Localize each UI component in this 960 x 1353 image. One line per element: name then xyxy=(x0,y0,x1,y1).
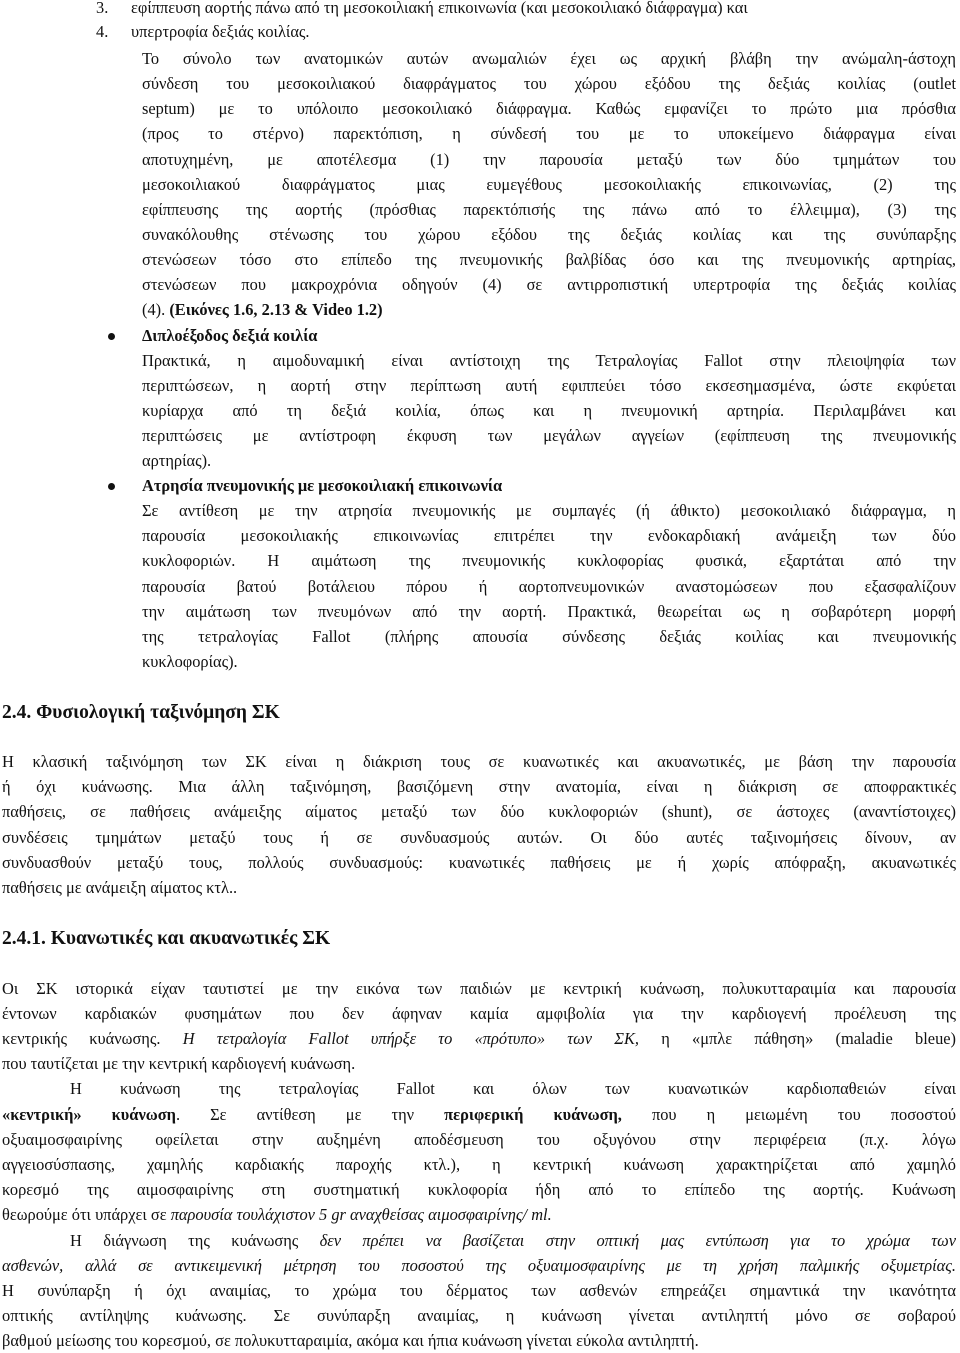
text-run: . Σε αντίθεση με την xyxy=(175,1105,445,1124)
text-line: κυκλοφοριών. Η αιμάτωση της πνευμονικής κυκλοφορίας φυσικά, εξαρτάται από την xyxy=(142,551,956,570)
text-line: περιπτώσεις με αντίστροφη έκφυση των μεγάλων αγγείων (εφίππευση της πνευμονικής xyxy=(142,426,956,445)
text-line xyxy=(70,1229,956,1253)
text-line: παθήσεις με ανάμειξη αίματος κτλ.. xyxy=(2,878,238,897)
text-line: Η κλασική ταξινόμηση των ΣΚ είναι η διάκριση τους σε κυανωτικές και ακυανωτικές, με βάση την παρουσία xyxy=(2,752,956,771)
text-line xyxy=(2,1103,956,1127)
text-line: στενώσεων τόσο στο επίπεδο της πνευμονικής βαλβίδας όσο και της πνευμονικής αρτηρίας, xyxy=(142,250,956,269)
text-line: εφίππευσης της αορτής (πρόσθιας παρεκτόπισής της πάνω από το έλλειμμα), (3) της xyxy=(142,200,956,219)
text-line: κορεσμό της αιμοσφαιρίνης στη συστηματική κυκλοφορία ήδη από το επίπεδο της αορτής. Κυάνωση xyxy=(2,1180,956,1199)
list-item-number: 3. xyxy=(96,0,109,17)
text-run: Η διάγνωση της κυάνωσης xyxy=(70,1231,320,1250)
list-item-number: 4. xyxy=(96,22,109,41)
text-line: παθήσεις, σε παθήσεις ανάμειξης αίματος μεταξύ των δύο κυκλοφοριών (shunt), σε άστοχες (αναντίστοιχες) xyxy=(2,802,956,821)
text-line: μεσοκοιλιακού διαφράγματος μιας ευμεγέθους μεσοκοιλιακής επικοινωνίας, (2) της xyxy=(142,175,956,194)
text-line: αποτυχημένη, με αποτέλεσμα (1) την παρουσία μεταξύ των δύο τμημάτων του xyxy=(142,150,956,169)
text-line: κυρίαρχα από τη δεξιά κοιλία, όπως και η πνευμονική αρτηρία. Περιλαμβάνει και xyxy=(142,401,956,420)
text-line xyxy=(2,1027,956,1051)
text-line: της τετραλογίας Fallot (πλήρης απουσία σύνδεσης δεξιάς κοιλίας και πνευμονικής xyxy=(142,627,956,646)
text-line: αγγειοσύσπασης, χαμηλής καρδιακής παροχής κτλ.), η κεντρική κυάνωση χαρακτηρίζεται από χαμηλό xyxy=(2,1155,956,1174)
text-line: συνδυασθούν μεταξύ τους, πολλούς συνδυασμούς: κυανωτικές παθήσεις με ή χωρίς απόφραξη, ακυανωτικές xyxy=(2,853,956,872)
bullet-icon xyxy=(108,483,115,490)
text-line: κυκλοφορίας). xyxy=(142,652,238,671)
text-line: την αιμάτωση των πνευμόνων από την αορτή. Πρακτικά, θεωρείται ως η σοβαρότερη μορφή xyxy=(142,602,956,621)
bullet-icon xyxy=(108,333,115,340)
text-run-italic: παρουσία τουλάχιστον 5 gr αναχθείσας αιμοσφαιρίνης/ ml. xyxy=(170,1205,552,1224)
text-line: Σε αντίθεση με την ατρησία πνευμονικής με συμπαγές (ή άθικτο) μεσοκοιλιακό διάφραγμα, η xyxy=(142,501,956,520)
figure-reference: (Εικόνες 1.6, 2.13 & Video 1.2) xyxy=(169,300,383,319)
section-heading: 2.4. Φυσιολογική ταξινόμηση ΣΚ xyxy=(2,702,280,723)
text-run: (4). xyxy=(142,300,170,319)
text-run-italic: Η τετραλογία Fallot υπήρξε το «πρότυπο» των ΣΚ, xyxy=(182,1029,640,1048)
text-run-bold: «κεντρική» κυάνωση xyxy=(2,1105,176,1124)
text-line: περιπτώσεων, η αορτή στην περίπτωση αυτή εφιππεύει τόσο εκσεσημασμένα, ώστε εκφύεται xyxy=(142,376,956,395)
text-line xyxy=(142,298,383,322)
text-run-bold: περιφερική κυάνωση, xyxy=(444,1105,622,1124)
text-line: ή όχι κυάνωσης. Μια άλλη ταξινόμηση, βασιζόμενη στην ανατομία, είναι η διάκριση σε αποφρακτικές xyxy=(2,777,956,796)
text-line: παρουσία βατού βοτάλειου πόρου ή αορτοπνευμονικών αναστομώσεων που εξασφαλίζουν xyxy=(142,577,956,596)
text-line: Πρακτικά, η αιμοδυναμική είναι αντίστοιχη της Τετραλογίας Fallot στην πλειοψηφία των xyxy=(142,351,956,370)
text-line: βαθμού μείωσης του κορεσμού, σε πολυκυτταραιμία, ακόμα και ήπια κυάνωση γίνεται εύκολα αντιληπτή. xyxy=(2,1331,699,1350)
text-line: Η συνύπαρξη ή όχι αναιμίας, το χρώμα του δέρματος των ασθενών επηρεάζει σημαντικά την ικανότητα xyxy=(2,1281,956,1300)
text-line: Το σύνολο των ανατομικών αυτών ανωμαλιών έχει ως αρχική βλάβη την ανώμαλη-άστοχη xyxy=(142,49,956,68)
text-line: αρτηρίας). xyxy=(142,451,212,470)
text-line xyxy=(2,1203,552,1227)
text-line: οπτικής αντίληψης κυάνωσης. Σε συνύπαρξη αναιμίας, η κυάνωση γίνεται αντιληπτή μόνο σε σοβαρού xyxy=(2,1306,956,1325)
text-line: παρουσία μεσοκοιλιακής επικοινωνίας επιτρέπει την ενδοκαρδιακή ανάμειξη των δύο xyxy=(142,526,956,545)
text-line: Οι ΣΚ ιστορικά είχαν ταυτιστεί με την εικόνα των παιδιών με κεντρική κυάνωση, πολυκυτταραιμία και παρουσία xyxy=(2,979,956,998)
text-line: έντονων καρδιακών φυσημάτων που δεν άφηναν καμία αμφιβολία για την καρδιογενή προέλευση της xyxy=(2,1004,956,1023)
text-run-italic: δεν πρέπει να βασίζεται στην οπτική μας εντύπωση για το χρώμα των xyxy=(319,1231,956,1250)
text-line: συνδέσεις τμημάτων μεταξύ τους ή σε συνδυασμούς αυτών. Οι δύο αυτές ταξινομήσεις δίνουν, αν xyxy=(2,828,956,847)
text-line: που ταυτίζεται με την κεντρική καρδιογενή κυάνωση. xyxy=(2,1054,356,1073)
text-run: που η μειωμένη του ποσοστού xyxy=(621,1105,956,1124)
text-line: συνακόλουθης στένωσης του χώρου εξόδου της δεξιάς κοιλίας και της συνύπαρξης xyxy=(142,225,956,244)
text-run: η «μπλε πάθηση» (maladie bleue) xyxy=(639,1029,957,1048)
text-run: θεωρούμε ότι υπάρχει σε xyxy=(2,1205,171,1224)
bullet-title: Διπλοέξοδος δεξιά κοιλία xyxy=(142,326,318,345)
text-line: septum) με το υπόλοιπο μεσοκοιλιακό διάφραγμα. Καθώς εμφανίζει το πρώτο μια πρόσθια xyxy=(142,99,956,118)
text-line: οξυαιμοσφαιρίνης οφείλεται στην αυξημένη αποδέσμευση του οξυγόνου στην περιφέρεια (π.χ. λόγω xyxy=(2,1130,956,1149)
text-run: κεντρικής κυάνωσης. xyxy=(2,1029,183,1048)
text-line: στενώσεων που μακροχρόνια οδηγούν (4) σε αντιρροπιστική υπερτροφία της δεξιάς κοιλίας xyxy=(142,275,956,294)
section-heading: 2.4.1. Κυανωτικές και ακυανωτικές ΣΚ xyxy=(2,928,331,949)
list-item-text: υπερτροφία δεξιάς κοιλίας. xyxy=(131,22,310,41)
text-line: σύνδεση του μεσοκοιλιακού διαφράγματος του χώρου εξόδου της δεξιάς κοιλίας (outlet xyxy=(142,74,956,93)
text-line: (προς το στέρνο) παρεκτόπιση, η σύνδεσή του με το υποκείμενο διάφραγμα είναι xyxy=(142,124,956,143)
text-line: ασθενών, αλλά σε αντικειμενική μέτρηση του ποσοστού της οξυαιμοσφαιρίνης με τη χρήση παλμικής οξυμετρίας. xyxy=(2,1256,956,1275)
list-item-text: εφίππευση αορτής πάνω από τη μεσοκοιλιακή επικοινωνία (και μεσοκοιλιακό διάφραγμα) και xyxy=(131,0,748,17)
bullet-title: Ατρησία πνευμονικής με μεσοκοιλιακή επικοινωνία xyxy=(142,476,503,495)
text-line: Η κυάνωση της τετραλογίας Fallot και όλων των κυανωτικών καρδιοπαθειών είναι xyxy=(70,1079,956,1098)
